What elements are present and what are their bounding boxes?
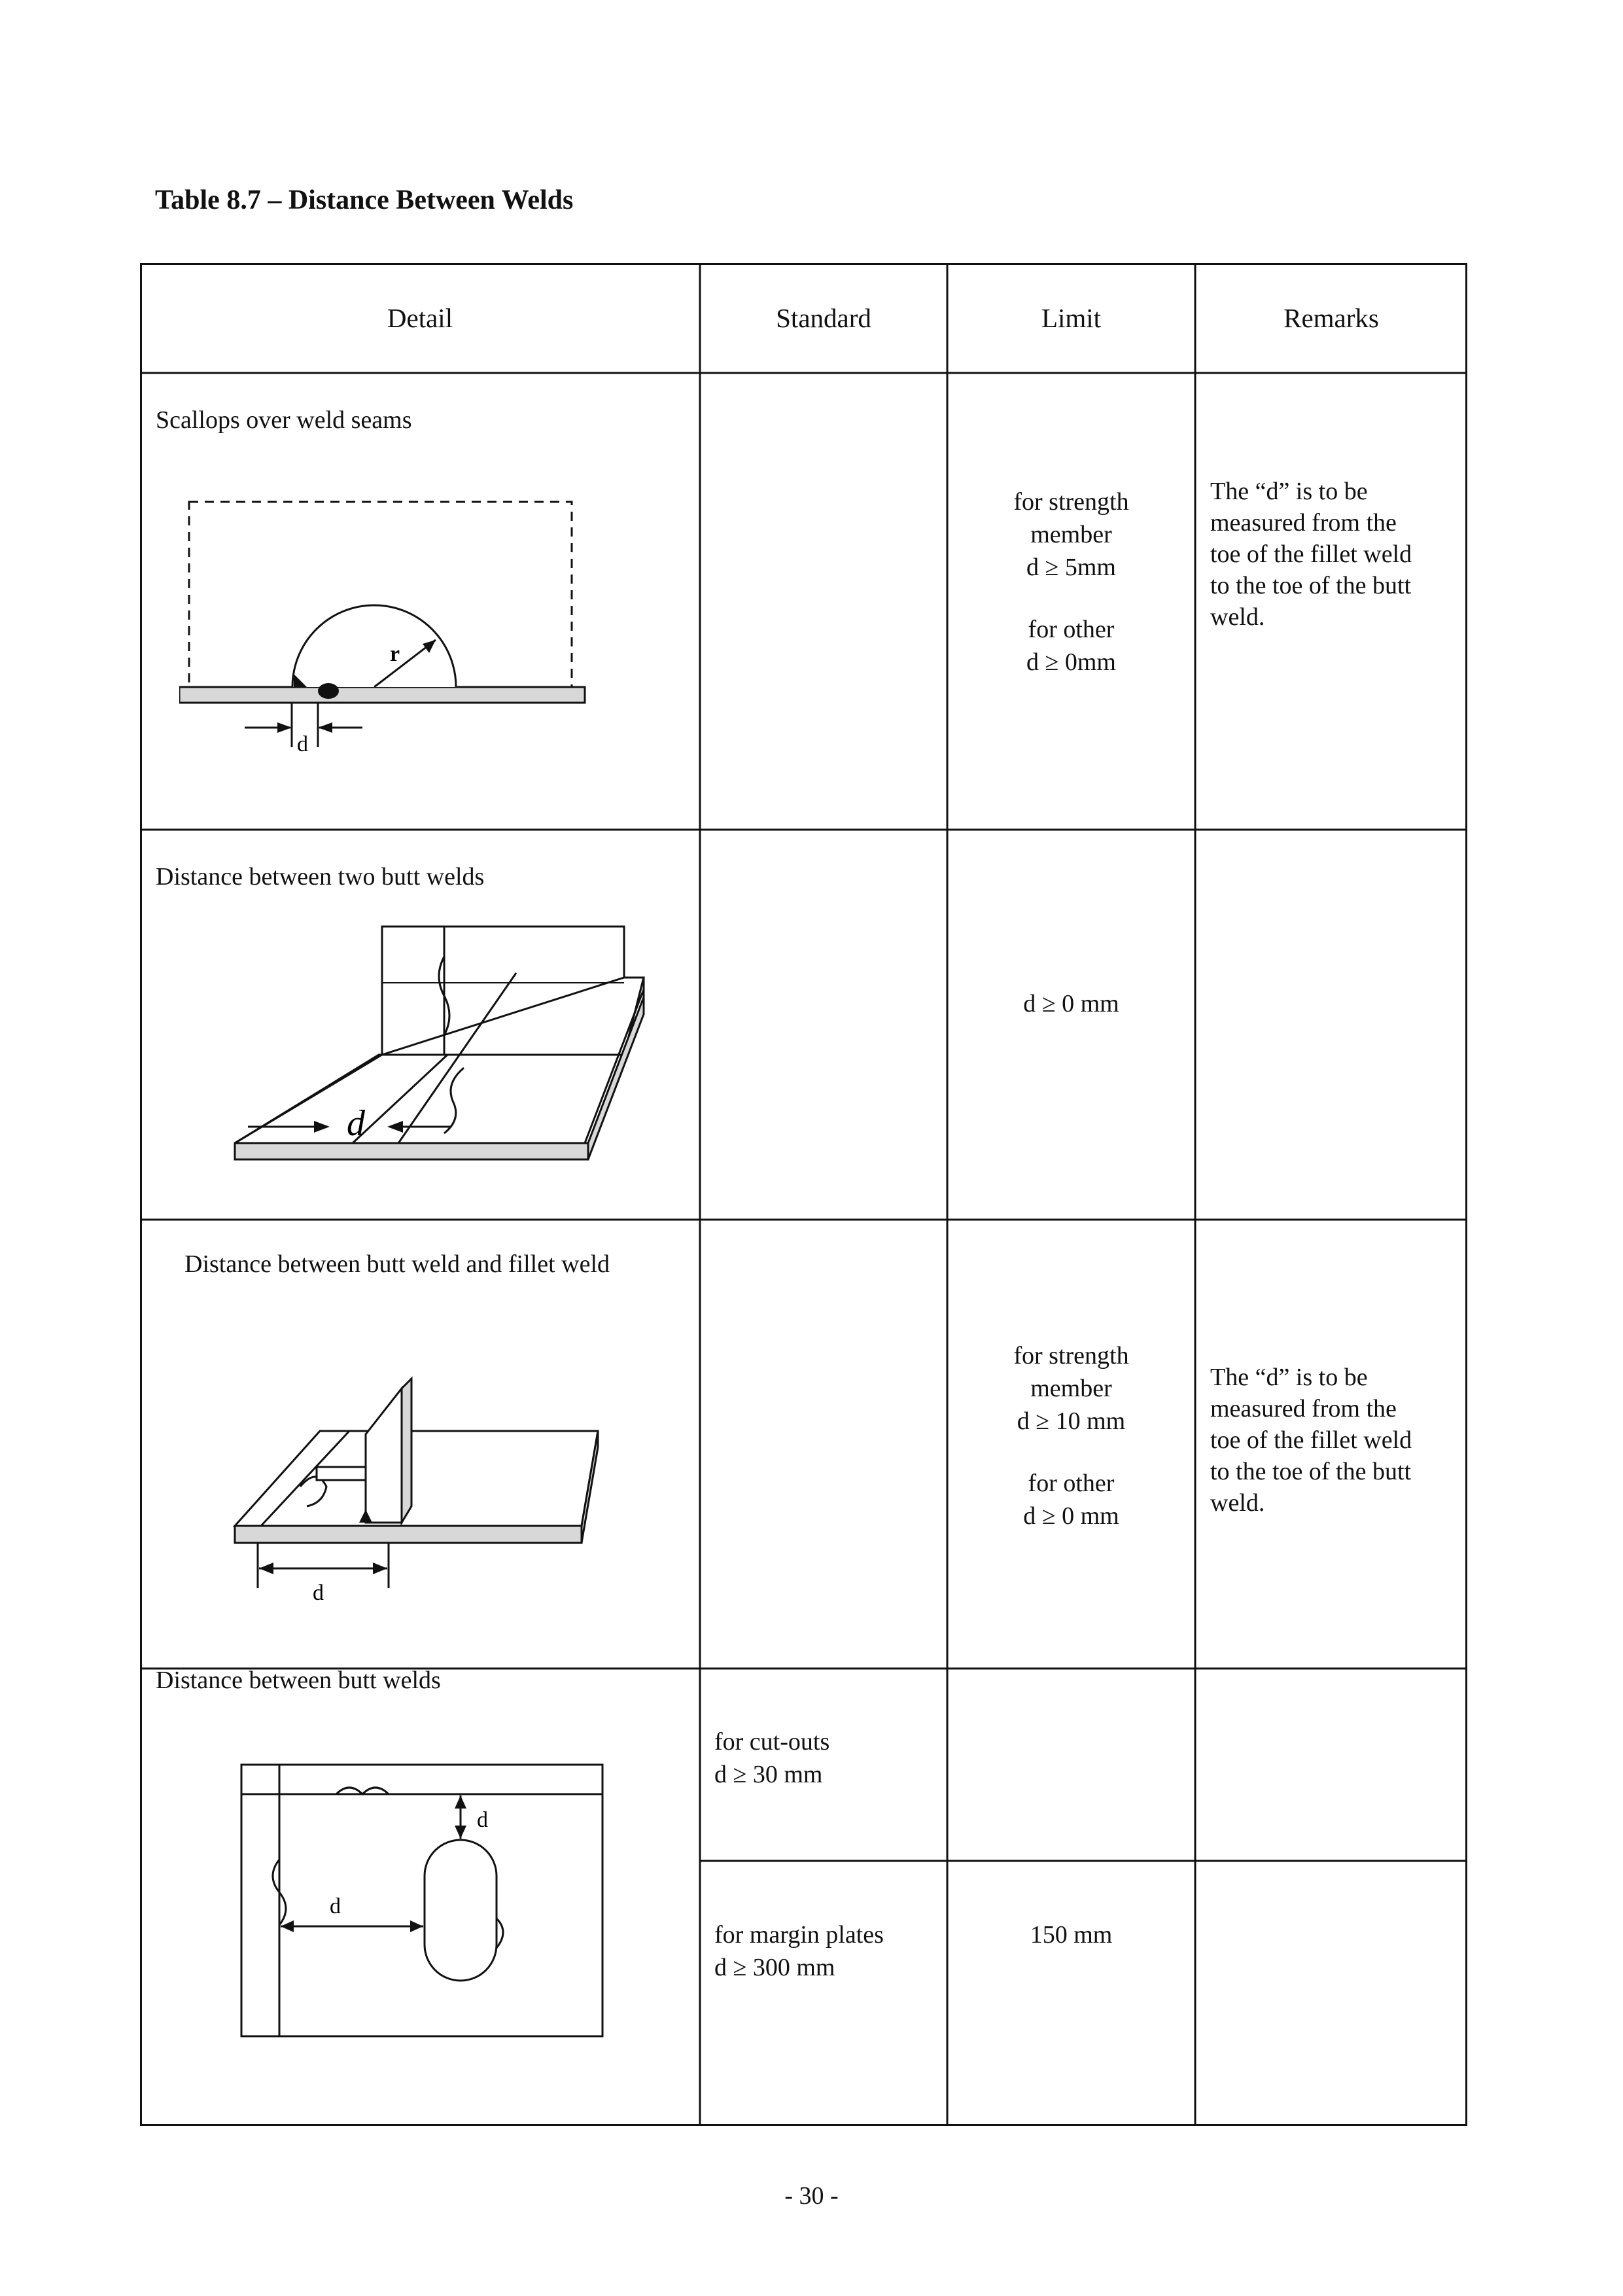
scallop-figure	[179, 486, 768, 839]
row3-limit-line1: for strength	[1013, 1342, 1129, 1369]
col-header-standard: Standard	[776, 303, 871, 333]
row4a-standard-line1: for cut-outs	[714, 1728, 830, 1756]
stiffener-flange	[317, 1467, 366, 1480]
plate-outline	[241, 1765, 602, 2036]
row1-limit-line1: for strength	[1013, 488, 1129, 516]
two-butt-welds-figure	[232, 917, 650, 1186]
row1-limit-line4: for other	[1028, 616, 1115, 643]
row1-limit-line2: member	[1030, 521, 1112, 548]
row3-limit-line3: d ≥ 10 mm	[1017, 1407, 1126, 1435]
row1-remarks-line2: measured from the	[1210, 509, 1397, 537]
row1-limit-line5: d ≥ 0mm	[1026, 648, 1116, 676]
row2-limit: d ≥ 0 mm	[1023, 990, 1119, 1017]
cutout	[425, 1840, 497, 1981]
row3-remarks-line3: toe of the fillet weld	[1210, 1426, 1412, 1454]
row1-remarks-line4: to the toe of the butt	[1210, 572, 1412, 599]
distance-label: d	[313, 1581, 324, 1605]
row2-detail-label: Distance between two butt welds	[156, 863, 485, 891]
row4b-standard-line1: for margin plates	[714, 1921, 884, 1949]
row3-detail-label: Distance between butt weld and fillet weld	[184, 1250, 610, 1278]
row4b-standard-line2: d ≥ 300 mm	[714, 1954, 835, 1981]
row3-remarks-line2: measured from the	[1210, 1395, 1397, 1422]
distance-label: d	[347, 1103, 365, 1144]
row3-remarks-line4: to the toe of the butt	[1210, 1458, 1412, 1485]
row3-limit-line5: d ≥ 0 mm	[1023, 1502, 1119, 1530]
butt-welds-cutout-figure	[238, 1761, 631, 2115]
row3-remarks-line1: The “d” is to be	[1210, 1364, 1368, 1391]
row1-detail-label: Scallops over weld seams	[156, 406, 412, 434]
col-header-detail: Detail	[387, 303, 453, 333]
butt-weld	[318, 683, 339, 699]
row4a-standard-line2: d ≥ 30 mm	[714, 1761, 823, 1788]
row1-remarks-line1: The “d” is to be	[1210, 478, 1368, 505]
row1-limit-line3: d ≥ 5mm	[1026, 554, 1116, 581]
row3-limit-line4: for other	[1028, 1470, 1115, 1497]
stiffener-web	[366, 1388, 402, 1523]
row3-remarks-line5: weld.	[1210, 1489, 1265, 1517]
base-plate	[235, 1431, 598, 1526]
row3-limit-line2: member	[1030, 1375, 1112, 1402]
weld-distance-table	[140, 263, 1467, 2126]
top-distance-label: d	[477, 1808, 488, 1832]
base-plate	[179, 687, 585, 703]
page-number: - 30 -	[784, 2182, 839, 2210]
radius-label: r	[390, 642, 400, 666]
row4b-limit: 150 mm	[1030, 1921, 1113, 1949]
row1-remarks-line5: weld.	[1210, 603, 1265, 631]
side-distance-label: d	[330, 1894, 341, 1918]
distance-label: d	[297, 732, 308, 756]
col-header-limit: Limit	[1041, 303, 1102, 333]
row1-remarks-line3: toe of the fillet weld	[1210, 540, 1412, 568]
table-title: Table 8.7 – Distance Between Welds	[155, 185, 574, 215]
col-header-remarks: Remarks	[1283, 303, 1379, 333]
row4-detail-label: Distance between butt welds	[156, 1667, 441, 1694]
